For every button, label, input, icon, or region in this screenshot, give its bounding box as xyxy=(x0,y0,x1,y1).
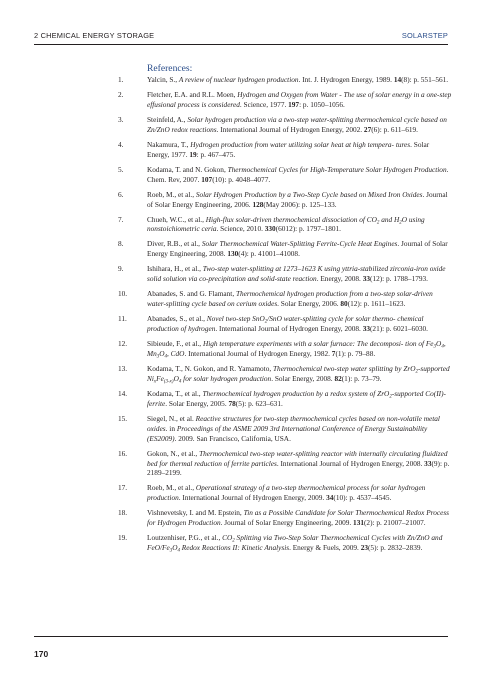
reference-number: 19. xyxy=(118,533,128,543)
header-rule xyxy=(34,44,448,45)
reference-text: Vishnevetsky, I. and M. Epstein, Tin as a Possible Candidate for Solar Thermochemical Redox Process for Hydrogen Production. Journal of Solar Energy Engineering, 2009. 131(2): p. 21007–21007. xyxy=(147,508,450,528)
reference-item xyxy=(117,533,453,553)
reference-number: 14. xyxy=(118,388,128,398)
reference-number: 7. xyxy=(118,214,124,224)
reference-number: 17. xyxy=(118,483,128,493)
reference-text: Gokon, N., et al., Thermochemical two-step water-splitting reactor with internally circulating fluidized bed for thermal reduction of ferrite particles. International Journal of Hydrogen Energy, 2008. 33(9): p. 2189–2199. xyxy=(147,448,450,478)
reference-item xyxy=(117,449,453,479)
reference-number: 1. xyxy=(118,75,124,84)
reference-text: Chueh, W.C., et al., High-flux solar-driven thermochemical dissociation of $CO_2$ and $H_2O$ using nonstoichiometric ceria. Science, 2010. 330(6012): p. 1797–1801. xyxy=(147,214,425,234)
reference-number: 4. xyxy=(118,139,124,149)
reference-text: Steinfeld, A., Solar hydrogen production via a two-step water-splitting thermochemical cycle based on Zn/ZnO redox reactions. International Journal of Hydrogen Energy, 2002. 27(6): p. 611–619. xyxy=(147,114,447,134)
reference-text: Nakamura, T., Hydrogen production from water utilizing solar heat at high tempera- tures. Solar Energy, 1977. 19: p. 467–475. xyxy=(147,139,430,159)
reference-list xyxy=(117,75,453,558)
footer-rule xyxy=(34,636,448,637)
reference-number: 3. xyxy=(118,114,124,124)
running-header xyxy=(34,29,448,43)
reference-text: Yalcin, S., A review of nuclear hydrogen production. Int. J. Hydrogen Energy, 1989. 14(8): p. 551–561. xyxy=(147,75,449,84)
reference-item xyxy=(117,389,453,409)
reference-item xyxy=(117,215,453,235)
reference-text: Kodama, T., et al., Thermochemical hydrogen production by a redox system of ZrO$_2$-supported Co(II)-ferrite. Solar Energy, 2005. 78(5): p. 623–631. xyxy=(147,388,446,408)
reference-number: 5. xyxy=(118,164,124,174)
reference-item xyxy=(117,90,453,110)
reference-item xyxy=(117,508,453,528)
chapter-title: 2 CHEMICAL ENERGY STORAGE xyxy=(34,31,155,40)
reference-item xyxy=(117,239,453,259)
reference-number: 12. xyxy=(118,339,128,349)
reference-number: 9. xyxy=(118,264,124,274)
section-title: SOLARSTEP xyxy=(401,31,448,40)
reference-number: 10. xyxy=(118,289,128,299)
reference-item xyxy=(117,190,453,210)
reference-item xyxy=(117,414,453,444)
reference-text: Abanades, S. and G. Flamant, Thermochemical hydrogen production from a two-step solar-driven water-splitting cycle based on cerium oxides. Solar Energy, 2006. 80(12): p. 1611–1623. xyxy=(147,289,433,309)
reference-number: 6. xyxy=(118,189,124,199)
reference-item xyxy=(117,314,453,334)
reference-item xyxy=(117,339,453,359)
reference-item xyxy=(117,364,453,384)
reference-item xyxy=(117,264,453,284)
reference-text: Sibieude, F., et al., High temperature experiments with a solar furnace: The decomposi- tion of $Fe_3O_4$, $Mn_3O_4$, CdO. International Journal of Hydrogen Energy, 1982. 7(1): p. 79–88. xyxy=(147,339,446,360)
reference-item xyxy=(117,140,453,160)
reference-number: 11. xyxy=(118,314,127,324)
reference-text: Loutzenhiser, P.G., et al., $CO_2$ Splitting via Two-Step Solar Thermochemical Cycles with Zn/ZnO and FeO/$Fe_3O_4$ Redox Reactions II: Kinetic Analysis. Energy & Fuels, 2009. 23(5): p. 2832–2839. xyxy=(147,533,443,554)
reference-number: 13. xyxy=(118,363,128,373)
reference-text: Kodama, T., N. Gokon, and R. Yamamoto, Thermochemical two-step water splitting by ZrO$_2$-supported $Ni_xFe_{(3-x)}O_4$ for solar hydrogen production. Solar Energy, 2008. 82(1): p. 73–79. xyxy=(147,363,450,385)
reference-number: 16. xyxy=(118,448,128,458)
reference-item xyxy=(117,483,453,503)
reference-number: 2. xyxy=(118,90,124,99)
reference-item xyxy=(117,75,453,85)
reference-item xyxy=(117,165,453,185)
reference-text: Roeb, M., et al., Operational strategy of a two-step thermochemical process for solar hydrogen production. International Journal of Hydrogen Energy, 2009. 34(10): p. 4537–4545. xyxy=(147,483,426,503)
reference-text: Roeb, M., et al., Solar Hydrogen Production by a Two-Step Cycle based on Mixed Iron Oxides. Journal of Solar Energy Engineering, 2006. 128(May 2006): p. 125–133. xyxy=(147,189,448,209)
reference-number: 15. xyxy=(118,413,128,423)
references-heading: References: xyxy=(147,63,193,74)
reference-text: Kodama, T. and N. Gokon, Thermochemical Cycles for High-Temperature Solar Hydrogen Production. Chem. Rev, 2007. 107(10): p. 4048–4077. xyxy=(147,164,449,184)
reference-text: Fletcher, E.A. and R.L. Moen, Hydrogen and Oxygen from Water - The use of solar energy in a one-step effusional process is considered. Science, 1977. 197: p. 1050–1056. xyxy=(147,90,452,109)
reference-text: Siegel, N., et al. Reactive structures for two-step thermochemical cycles based on non-volatile metal oxides. in Proceedings of the ASME 2009 3rd International Conference of Energy Sustainability (ES2009). 2009. San Francisco, California, USA. xyxy=(147,413,440,443)
reference-text: Abanades, S., et al., Novel two-step SnO$_2$/SnO water-splitting cycle for solar thermo- chemical production of hydrogen. International Journal of Hydrogen Energy, 2008. 33(21): p. 6021–6030. xyxy=(147,314,428,334)
page-number: 170 xyxy=(34,649,49,659)
reference-item xyxy=(117,115,453,135)
reference-number: 8. xyxy=(118,239,124,249)
reference-number: 18. xyxy=(118,508,128,518)
reference-item xyxy=(117,289,453,309)
reference-text: Diver, R.B., et al., Solar Thermochemical Water-Splitting Ferrite-Cycle Heat Engines. Journal of Solar Energy Engineering, 2008. 130(4): p. 41001–41008. xyxy=(147,239,448,259)
reference-text: Ishihara, H., et al., Two-step water-splitting at 1273–1623 K using yttria-stabilized zirconia-iron oxide solid solution via co-precipitation and solid-state reaction. Energy, 2008. 33(12): p. 1788–1793. xyxy=(147,264,446,284)
